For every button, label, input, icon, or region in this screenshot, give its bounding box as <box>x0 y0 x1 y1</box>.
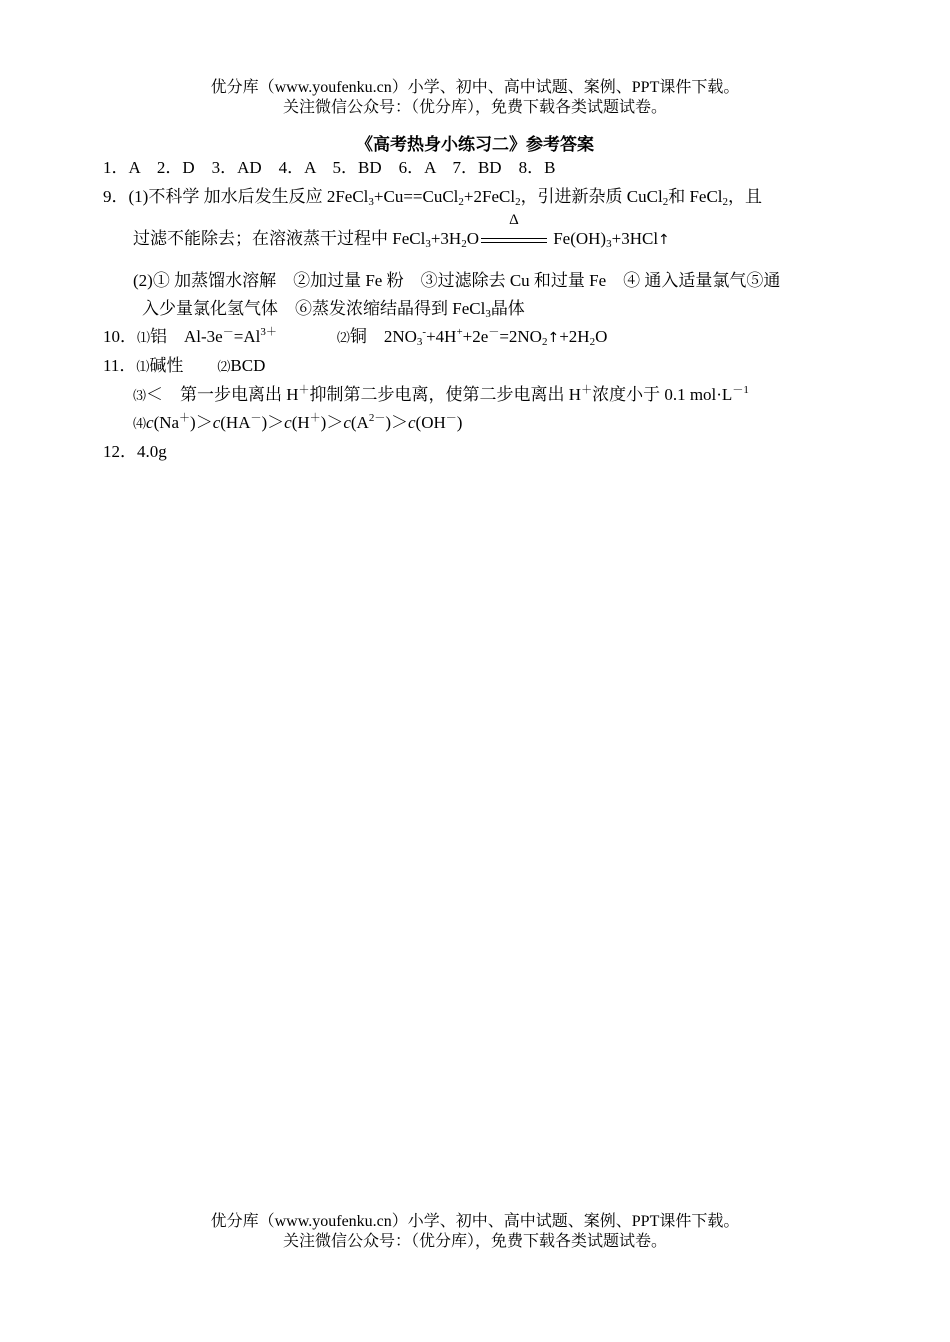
gas-arrow-icon: ↑ <box>658 232 670 248</box>
q10-line: 10．⑴铝 $Al-3e^-=Al^{3+}$ ⑵铜 $2NO_3^-+4H^++2e^-=2NO_2↑+2H_2O$ <box>103 326 608 348</box>
header-line-1: 优分库（www.youfenku.cn）小学、初中、高中试题、案例、PPT课件下载。 <box>210 79 740 96</box>
page-header <box>0 78 950 118</box>
footer-line-1: 优分库（www.youfenku.cn）小学、初中、高中试题、案例、PPT课件下载。 <box>210 1213 740 1230</box>
q12-answer: 12．4.0g <box>103 442 167 461</box>
q9-line-1: 9．(1)不科学 加水后发生反应 2FeCl$_3$+Cu==CuCl$_2$+2FeCl$_2$，引进新杂质 CuCl$_2$和 FeCl$_2$，且 <box>103 187 763 208</box>
footer-line-2: 关注微信公众号：（优分库），免费下载各类试题试卷。 <box>282 1233 667 1250</box>
document-title: 《高考热身小练习二》参考答案 <box>356 135 594 154</box>
q11-line-1: 11．⑴碱性 ⑵BCD <box>103 356 266 375</box>
q9-line-3: (2)① 加蒸馏水溶解 ②加过量 Fe 粉 ③过滤除去 Cu 和过量 Fe ④ 通入适量氯气⑤通 <box>133 271 781 290</box>
header-line-2: 关注微信公众号：（优分库），免费下载各类试题试卷。 <box>282 99 667 116</box>
q11-line-3: $⑷c(Na^+)>c(HA^-)>c(H^+)>c(A^{2-})>c(OH^-)$ <box>133 412 463 432</box>
q11-line-2: ⑶＜ 第一步电离出 H＋抑制第二步电离，使第二步电离出 H＋浓度小于 0.1 $mol\cdot L^{-1}$ <box>133 384 749 404</box>
q9-line-4: 入少量氯化氢气体 ⑥蒸发浓缩结晶得到 FeCl$_3$晶体 <box>142 299 525 320</box>
choice-answers: 1．A 2．D 3．AD 4．A 5．BD 6．A 7．BD 8．B <box>103 158 556 177</box>
page-footer <box>0 1212 950 1252</box>
heating-condition-sign: Δ <box>479 229 549 251</box>
q9-line-2: 过滤不能除去；在溶液蒸干过程中 $FeCl_3+3H_2O$ Δ $Fe(OH)_3+3HCl↑$ <box>133 212 670 250</box>
gas-arrow-icon: ↑ <box>547 330 560 346</box>
